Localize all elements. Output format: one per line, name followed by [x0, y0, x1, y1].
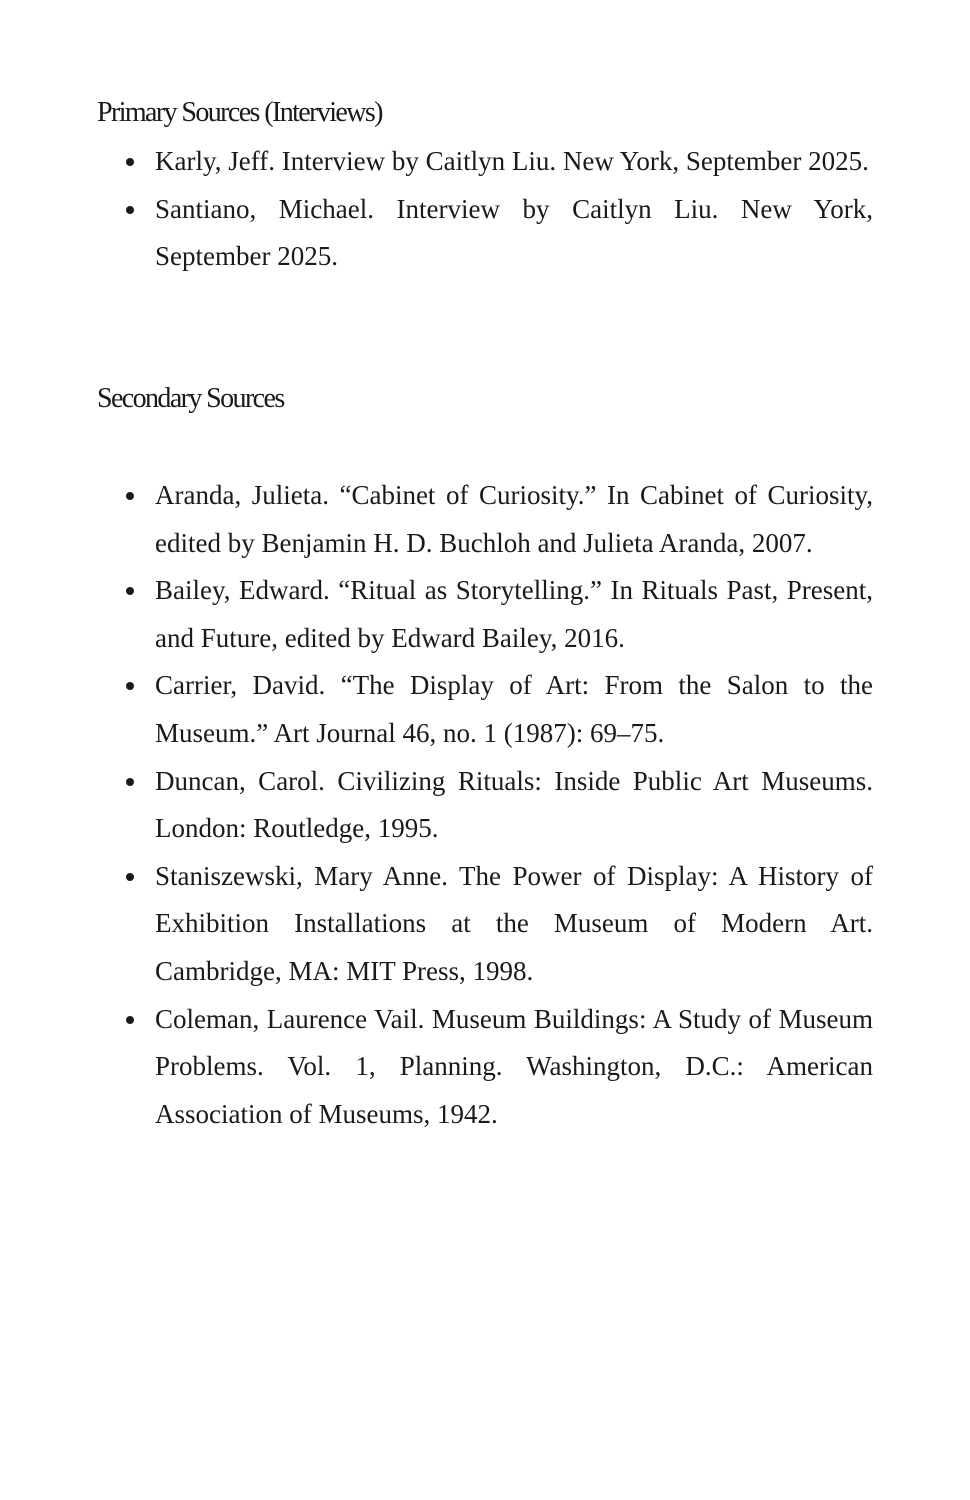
bibliography-entry: Staniszewski, Mary Anne. The Power of Display: A History of Exhibition Installations at the Museum of Modern Art. Cambridge, MA: MIT Press, 1998. — [155, 853, 873, 996]
primary-sources-heading: Primary Sources (Interviews) — [97, 97, 382, 128]
bibliography-entry: Santiano, Michael. Interview by Caitlyn Liu. New York, September 2025. — [155, 186, 873, 281]
primary-sources-list — [155, 138, 873, 281]
bibliography-entry: Bailey, Edward. “Ritual as Storytelling.” In Rituals Past, Present, and Future, edited by Edward Bailey, 2016. — [155, 567, 873, 662]
bibliography-entry: Carrier, David. “The Display of Art: From the Salon to the Museum.” Art Journal 46, no. 1 (1987): 69–75. — [155, 662, 873, 757]
secondary-sources-list — [155, 472, 873, 1138]
bibliography-entry: Karly, Jeff. Interview by Caitlyn Liu. New York, September 2025. — [155, 138, 873, 186]
bibliography-entry: Duncan, Carol. Civilizing Rituals: Inside Public Art Museums. London: Routledge, 1995. — [155, 758, 873, 853]
secondary-sources-heading: Secondary Sources — [97, 383, 284, 414]
bibliography-entry: Coleman, Laurence Vail. Museum Buildings: A Study of Museum Problems. Vol. 1, Planning. Washington, D.C.: American Association of Museums, 1942. — [155, 996, 873, 1139]
bibliography-entry: Aranda, Julieta. “Cabinet of Curiosity.” In Cabinet of Curiosity, edited by Benjamin H. D. Buchloh and Julieta Aranda, 2007. — [155, 472, 873, 567]
